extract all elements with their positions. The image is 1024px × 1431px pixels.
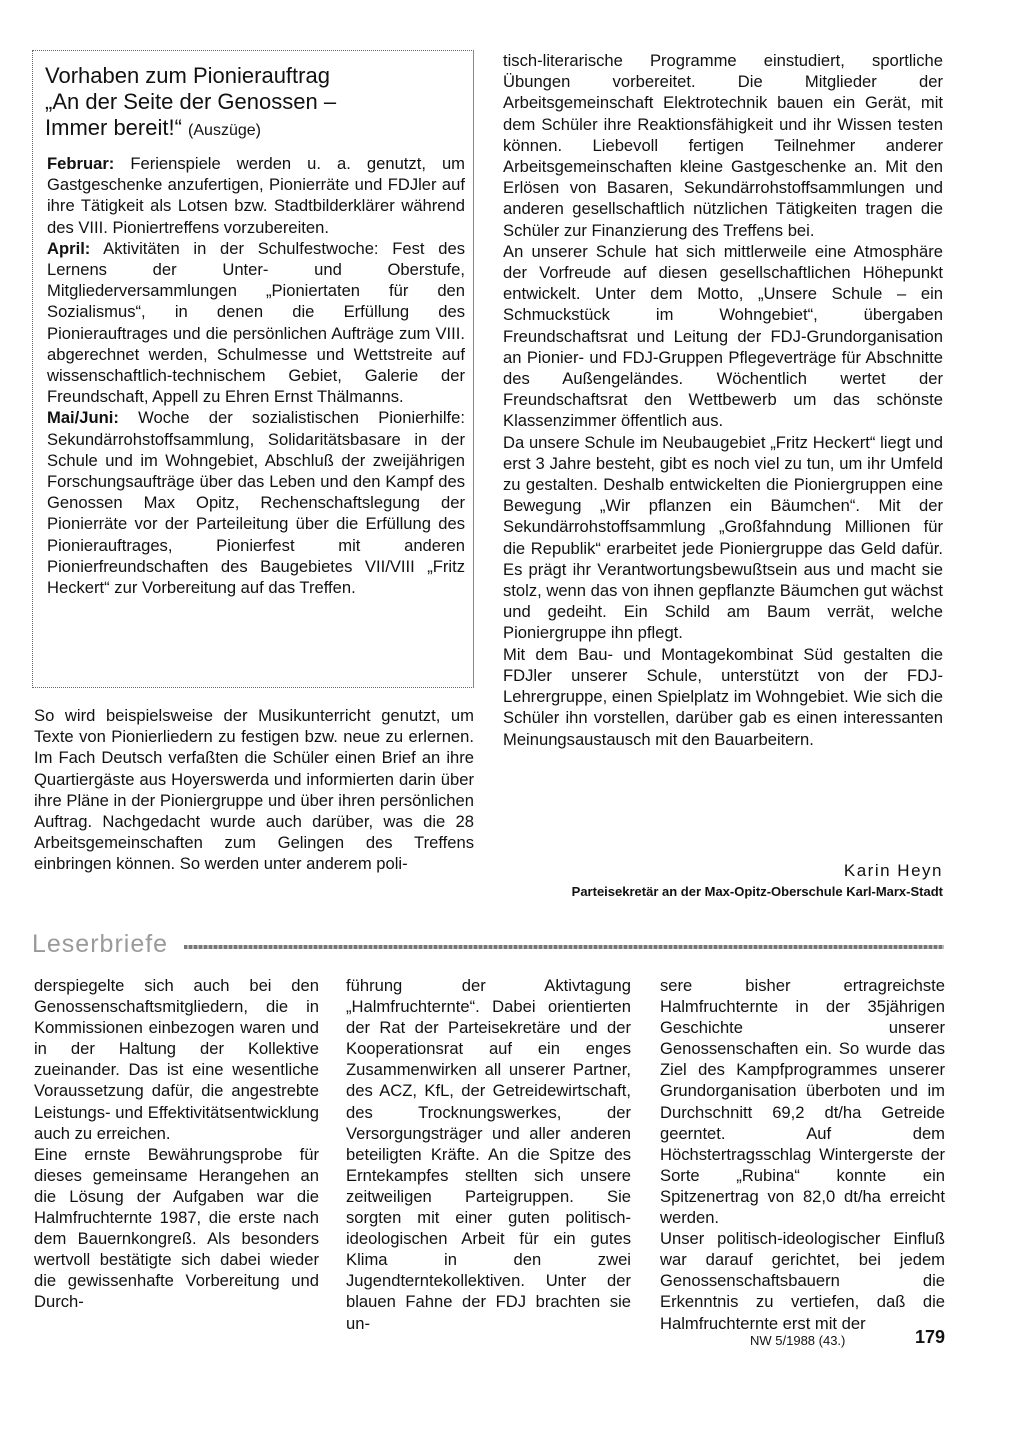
article-right-column xyxy=(503,50,943,750)
box-title xyxy=(45,63,465,144)
letters-column-1 xyxy=(34,975,319,1313)
issue-reference: NW 5/1988 (43.) xyxy=(750,1333,846,1348)
box-entry-label: Mai/Juni: xyxy=(47,408,119,428)
box-title-line-3: Immer bereit!“ xyxy=(45,115,182,140)
paragraph: derspiegelte sich auch bei den Genossenschaftsmitgliedern, die in Kommissionen einbezogen waren und in der Haltung der Kollektive zueinander. Das ist eine wesentliche Voraussetzung dafür, die angestrebte Leistungs- und Effektivitätsentwicklung auch zu erreichen. xyxy=(34,976,319,1143)
page-footer xyxy=(750,1327,945,1353)
section-title: Leserbriefe xyxy=(32,930,169,958)
box-entry-label: Februar: xyxy=(47,154,115,173)
paragraph: Da unsere Schule im Neubaugebiet „Fritz Heckert“ liegt und erst 3 Jahre besteht, gibt es noch viel zu tun, um ihr Umfeld zu gestalten. Deshalb entwickelten die Pioniergruppen eine Bewegung „Wir pflanzen ein Bäumchen“. Mit der Sekundärrohstoffsammlung „Großfahndung Millionen für die Republik“ erarbeitet jede Pioniergruppe das Geld dafür. Es prägt ihr Verantwortungsbewußtsein aus und macht sie stolz, wenn das von ihnen gepflanzte Bäumchen gut wächst und gedeiht. Ein Schild am Baum verrät, welche Pioniergruppe ihn pflegt. xyxy=(503,432,944,643)
section-divider xyxy=(184,945,944,949)
section-header xyxy=(32,928,944,962)
box-entry-text: Woche der sozialistischen Pionierhilfe: Sekundärrohstoffsammlung, Solidaritätsbasare in der Schule und im Wohngebiet, Abschluß der zweijährigen Forschungsaufträge über das Leben und den Kampf des Genossen Max Opitz, Rechenschaftslegung der Pionierräte vor der Parteileitung über die Erfüllung des Pionierauftrages, Pionierfest mit anderen Pionierfreundschaften des Baugebietes VII/VIII „Fritz Heckert“ zur Vorbereitung auf das Treffen. xyxy=(47,408,465,598)
box-title-suffix: (Auszüge) xyxy=(188,122,261,139)
box-entry xyxy=(47,238,465,408)
paragraph: führung der Aktivtagung „Halmfruchternte“. Dabei orientierten der Rat der Parteisekretäre und der Kooperationsrat auf ein enges Zusammenwirken all unserer Partner, des ACZ, KfL, der Getreidewirtschaft, des Trocknungswerkes, der Versorgungsträger und aller anderen beteiligten Kräfte. An die Spitze des Erntekampfes stellten sich unsere zeitweiligen Parteigruppen. Sie sorgten mit einer guten politisch-ideologischen Arbeit für ein gutes Klima in den zwei Jugendterntekollektiven. Unter der blauen Fahne der FDJ brachten sie un- xyxy=(346,976,631,1333)
paragraph: tisch-literarische Programme einstudiert, sportliche Übungen vorbereitet. Die Mitglieder der Arbeitsgemeinschaft Elektrotechnik bauen ein Gerät, mit dem Schüler ihre Reaktionsfähigkeit und ihr Wissen testen können. Liebevoll fertigen Teilnehmer anderer Arbeitsgemeinschaften kleine Gastgeschenke an. Mit den Erlösen von Basaren, Sekundärrohstoffsammlungen und anderen gesellschaftlich nützlichen Tätigkeiten tragen die Schüler zur Finanzierung des Treffens bei. xyxy=(503,51,943,240)
article-left-text xyxy=(34,705,474,875)
box-entry-text: Aktivitäten in der Schulfestwoche: Fest des Lernens der Unter- und Oberstufe, Mitgliederversammlungen „Pioniertaten für den Sozialismus“, in denen die Erfüllung des Pionierauftrages und die persönlichen Aufträge zum VIII. abgerechnet werden, Schulmesse und Wettstreite auf wissenschaftlich-technischem Gebiet, Galerie der Freundschaft, Appell zu Ehren Ernst Thälmanns. xyxy=(47,238,465,407)
paragraph: An unserer Schule hat sich mittlerweile eine Atmosphäre der Vorfreude auf diesen gesellschaftlichen Höhepunkt entwickelt. Unter dem Motto, „Unsere Schule – ein Schmuckstück im Wohngebiet“, übergaben Freundschaftsrat und Leitung der FDJ-Grundorganisation an Pionier- und FDJ-Gruppen Pflegeverträge für Abschnitte des Außengeländes. Wöchentlich wertet der Freundschaftsrat den Wettbewerb um das schönste Klassenzimmer öffentlich aus. xyxy=(503,241,943,431)
box-entry-text: Ferienspiele werden u. a. genutzt, um Gastgeschenke anzufertigen, Pionierräte und FDJler auf ihre Tätigkeit als Lotsen bzw. Stadtbilderklärer während des VIII. Pioniertreffens vorzubereiten. xyxy=(47,154,465,237)
box-entry xyxy=(47,407,465,598)
author-role: Parteisekretär an der Max-Opitz-Oberschule Karl-Marx-Stadt xyxy=(571,884,943,899)
box-entry-label: April: xyxy=(47,238,91,258)
box-title-line-2: „An der Seite der Genossen – xyxy=(45,89,337,114)
box-entry xyxy=(47,153,465,238)
author-signature xyxy=(503,860,943,902)
box-body xyxy=(47,153,465,598)
paragraph: Mit dem Bau- und Montagekombinat Süd gestalten die FDJler unserer Schule, unterstützt von der FDJ-Lehrergruppe, einen Spielplatz im Wohngebiet. Wie sich die Schüler ihn vorstellen, darüber gab es einen interessanten Meinungsaustausch mit den Bauarbeitern. xyxy=(503,644,943,749)
pionierauftrag-box xyxy=(32,50,474,688)
paragraph: Eine ernste Bewährungsprobe für dieses gemeinsame Herangehen an die Lösung der Aufgaben war die Halmfruchternte 1987, die erste nach dem Bauernkongreß. Als besonders wertvoll bestätigte sich dabei wieder die gewissenhafte Vorbereitung und Durch- xyxy=(34,1144,319,1312)
author-name: Karin Heyn xyxy=(843,861,943,880)
letters-column-3 xyxy=(660,975,945,1334)
letters-column-2 xyxy=(346,975,631,1334)
page-number: 179 xyxy=(914,1327,945,1347)
box-title-line-1: Vorhaben zum Pionierauftrag xyxy=(45,63,330,88)
paragraph: So wird beispielsweise der Musikunterricht genutzt, um Texte von Pionierliedern zu festigen bzw. neue zu erlernen. Im Fach Deutsch verfaßten die Schüler einen Brief an ihre Quartiergäste aus Hoyerswerda und informierten darin über ihre Pläne in der Pioniergruppe und über ihren persönlichen Auftrag. Nachgedacht wurde auch darüber, was die 28 Arbeitsgemeinschaften zum Gelingen des Treffens einbringen können. So werden unter anderem poli- xyxy=(34,706,474,874)
paragraph: Unser politisch-ideologischer Einfluß war darauf gerichtet, bei jedem Genossenschaftsbauern die Erkenntnis zu vertiefen, daß die Halmfruchternte erst mit der xyxy=(660,1229,945,1333)
paragraph: sere bisher ertragreichste Halmfruchternte in der 35jährigen Geschichte unserer Genossenschaften ein. So wurde das Ziel des Kampfprogrammes unserer Grundorganisation überboten und im Durchschnitt 69,2 dt/ha Getreide geerntet. Auf dem Höchstertragsschlag Wintergerste der Sorte „Rubina“ konnte ein Spitzenertrag von 82,0 dt/ha erreicht werden. xyxy=(660,976,945,1228)
